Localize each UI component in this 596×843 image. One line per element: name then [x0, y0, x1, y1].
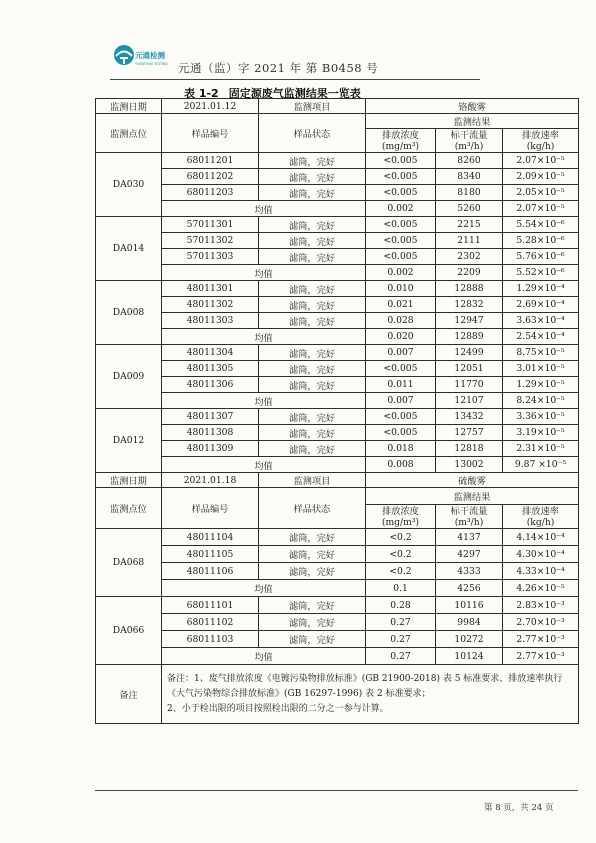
sample-id: 57011302 — [162, 233, 259, 249]
mean-label: 均值 — [162, 648, 366, 665]
sample-status: 滤筒，完好 — [259, 233, 366, 249]
sample-status: 滤筒，完好 — [259, 345, 366, 361]
standard-flow: 2215 — [436, 217, 503, 233]
remarks-section — [96, 665, 579, 724]
section-1 — [96, 99, 579, 153]
sample-status: 滤筒，完好 — [259, 377, 366, 393]
mean-concentration: 0.002 — [366, 201, 436, 217]
mean-concentration: 0.007 — [366, 393, 436, 409]
mean-flow: 12107 — [436, 393, 503, 409]
sample-id: 48011106 — [162, 563, 259, 580]
emission-rate: 2.31×10⁻⁵ — [503, 441, 579, 457]
sample-id: 57011303 — [162, 249, 259, 265]
sample-status: 滤筒，完好 — [259, 297, 366, 313]
flow-label: 标干流量 (m³/h) — [436, 505, 503, 529]
standard-flow: 11770 — [436, 377, 503, 393]
standard-flow: 8180 — [436, 185, 503, 201]
sample-status: 滤筒，完好 — [259, 313, 366, 329]
emission-rate: 4.33×10⁻⁴ — [503, 563, 579, 580]
standard-flow: 12947 — [436, 313, 503, 329]
table-row — [96, 529, 579, 546]
section-2 — [96, 473, 579, 529]
sample-id: 57011301 — [162, 217, 259, 233]
standard-flow: 8260 — [436, 153, 503, 169]
standard-flow: 2111 — [436, 233, 503, 249]
emission-concentration: 0.010 — [366, 281, 436, 297]
table-row — [96, 546, 579, 563]
date-value: 2021.01.18 — [162, 473, 259, 488]
item-value: 硫酸雾 — [366, 473, 579, 488]
mean-flow: 12889 — [436, 329, 503, 345]
table-row — [96, 409, 579, 425]
sample-status: 滤筒，完好 — [259, 217, 366, 233]
emission-rate: 8.75×10⁻⁵ — [503, 345, 579, 361]
mean-concentration: 0.1 — [366, 580, 436, 597]
company-logo — [112, 42, 170, 74]
conc-label: 排放浓度 (mg/m³) — [366, 129, 436, 153]
section-1-data — [96, 153, 579, 473]
sample-id: 48011303 — [162, 313, 259, 329]
mean-rate: 2.77×10⁻³ — [503, 648, 579, 665]
table-row — [96, 377, 579, 393]
emission-concentration: <0.005 — [366, 361, 436, 377]
mean-flow: 10124 — [436, 648, 503, 665]
emission-rate: 2.77×10⁻³ — [503, 631, 579, 648]
emission-rate: 3.19×10⁻⁵ — [503, 425, 579, 441]
table-row — [96, 233, 579, 249]
emission-rate: 4.30×10⁻⁴ — [503, 546, 579, 563]
table-row — [96, 249, 579, 265]
table-title-text: 固定源废气监测结果一览表 — [228, 87, 361, 100]
standard-flow: 2302 — [436, 249, 503, 265]
emission-rate: 1.29×10⁻⁵ — [503, 377, 579, 393]
table-row — [96, 169, 579, 185]
result-label: 监测结果 — [366, 114, 579, 129]
sample-status: 滤筒，完好 — [259, 185, 366, 201]
standard-flow: 12818 — [436, 441, 503, 457]
emission-concentration: <0.2 — [366, 546, 436, 563]
table-row — [96, 185, 579, 201]
sample-id: 68011202 — [162, 169, 259, 185]
mean-rate: 2.54×10⁻⁴ — [503, 329, 579, 345]
table-row — [96, 614, 579, 631]
table-row — [96, 313, 579, 329]
emission-concentration: <0.005 — [366, 153, 436, 169]
emission-rate: 3.01×10⁻⁵ — [503, 361, 579, 377]
table-number: 表 1-2 — [184, 87, 219, 100]
date-label: 监测日期 — [96, 473, 162, 488]
svg-text:YUANTONG TESTING: YUANTONG TESTING — [135, 62, 168, 66]
emission-rate: 5.76×10⁻⁶ — [503, 249, 579, 265]
item-label: 监测项目 — [259, 473, 366, 488]
mean-row — [96, 393, 579, 409]
emission-concentration: 0.27 — [366, 614, 436, 631]
mean-rate: 8.24×10⁻⁵ — [503, 393, 579, 409]
emission-rate: 2.09×10⁻⁵ — [503, 169, 579, 185]
header-divider — [110, 79, 480, 80]
standard-flow: 10272 — [436, 631, 503, 648]
mean-concentration: 0.020 — [366, 329, 436, 345]
emission-concentration: 0.011 — [366, 377, 436, 393]
standard-flow: 4137 — [436, 529, 503, 546]
sample-id: 48011301 — [162, 281, 259, 297]
emission-concentration: 0.007 — [366, 345, 436, 361]
monitoring-point: DA068 — [96, 529, 162, 597]
date-value: 2021.01.12 — [162, 99, 259, 114]
mean-concentration: 0.27 — [366, 648, 436, 665]
table-row — [96, 563, 579, 580]
emission-concentration: <0.005 — [366, 217, 436, 233]
sample-id: 68011201 — [162, 153, 259, 169]
table-row — [96, 153, 579, 169]
sample-status: 滤筒，完好 — [259, 361, 366, 377]
mean-flow: 2209 — [436, 265, 503, 281]
sample-id: 48011307 — [162, 409, 259, 425]
standard-flow: 12832 — [436, 297, 503, 313]
emission-concentration: <0.005 — [366, 233, 436, 249]
sample-status: 滤筒，完好 — [259, 614, 366, 631]
item-value: 铬酸雾 — [366, 99, 579, 114]
table-row — [96, 441, 579, 457]
table-row — [96, 281, 579, 297]
emission-rate: 2.70×10⁻³ — [503, 614, 579, 631]
standard-flow: 10116 — [436, 597, 503, 614]
page-number: 第 8 页，共 24 页 — [484, 803, 554, 813]
sample-status: 滤筒，完好 — [259, 409, 366, 425]
emission-rate: 2.83×10⁻³ — [503, 597, 579, 614]
emission-rate: 3.36×10⁻⁵ — [503, 409, 579, 425]
point-label: 监测点位 — [96, 114, 162, 153]
sample-status: 滤筒，完好 — [259, 441, 366, 457]
table-row — [96, 631, 579, 648]
report-number: 元通（监）字 2021 年 第 B0458 号 — [178, 61, 379, 75]
mean-row — [96, 265, 579, 281]
emission-rate: 5.54×10⁻⁶ — [503, 217, 579, 233]
monitoring-point: DA009 — [96, 345, 162, 409]
standard-flow: 12499 — [436, 345, 503, 361]
mean-flow: 4256 — [436, 580, 503, 597]
svg-text:元通检测: 元通检测 — [135, 51, 165, 60]
standard-flow: 12888 — [436, 281, 503, 297]
sample-id: 68011203 — [162, 185, 259, 201]
standard-flow: 8340 — [436, 169, 503, 185]
emission-rate: 5.28×10⁻⁶ — [503, 233, 579, 249]
sample-status-label: 样品状态 — [259, 114, 366, 153]
table-row — [96, 361, 579, 377]
remark-line-2: 2、小于检出限的项目按照检出限的二分之一参与计算。 — [167, 703, 389, 714]
emission-concentration: <0.2 — [366, 563, 436, 580]
date-label: 监测日期 — [96, 99, 162, 114]
emission-rate: 2.05×10⁻⁵ — [503, 185, 579, 201]
sample-id: 48011305 — [162, 361, 259, 377]
standard-flow: 13432 — [436, 409, 503, 425]
result-label: 监测结果 — [366, 488, 579, 505]
table-row — [96, 345, 579, 361]
mean-row — [96, 201, 579, 217]
emission-concentration: 0.018 — [366, 441, 436, 457]
sample-status: 滤筒，完好 — [259, 563, 366, 580]
sample-status-label: 样品状态 — [259, 488, 366, 529]
standard-flow: 4333 — [436, 563, 503, 580]
rate-label: 排放速率 (kg/h) — [503, 129, 579, 153]
point-label: 监测点位 — [96, 488, 162, 529]
standard-flow: 12757 — [436, 425, 503, 441]
remark-text — [162, 665, 579, 724]
sample-no-label: 样品编号 — [162, 114, 259, 153]
table-row — [96, 297, 579, 313]
emission-concentration: 0.028 — [366, 313, 436, 329]
mean-row — [96, 580, 579, 597]
sample-status: 滤筒，完好 — [259, 546, 366, 563]
emission-concentration: <0.005 — [366, 169, 436, 185]
mean-label: 均值 — [162, 580, 366, 597]
emission-concentration: <0.005 — [366, 249, 436, 265]
remark-line-1: 备注：1、废气排放浓度《电镀污染物排放标准》(GB 21900-2018) 表 5 标准要求、排放速率执行《大气污染物综合排放标准》(GB 16297-1996) 表 2 标准要求； — [167, 673, 563, 699]
conc-label: 排放浓度 (mg/m³) — [366, 505, 436, 529]
sample-id: 48011105 — [162, 546, 259, 563]
flow-label: 标干流量 (m³/h) — [436, 129, 503, 153]
emission-rate: 2.07×10⁻⁵ — [503, 153, 579, 169]
rate-label: 排放速率 (kg/h) — [503, 505, 579, 529]
sample-status: 滤筒，完好 — [259, 153, 366, 169]
mean-row — [96, 648, 579, 665]
sample-id: 48011309 — [162, 441, 259, 457]
mean-label: 均值 — [162, 329, 366, 345]
emission-rate: 2.69×10⁻⁴ — [503, 297, 579, 313]
emission-concentration: <0.2 — [366, 529, 436, 546]
sample-status: 滤筒，完好 — [259, 597, 366, 614]
sample-id: 48011306 — [162, 377, 259, 393]
footer-divider — [95, 790, 578, 791]
sample-id: 68011103 — [162, 631, 259, 648]
emission-concentration: <0.005 — [366, 425, 436, 441]
mean-flow: 13002 — [436, 457, 503, 473]
emission-concentration: 0.27 — [366, 631, 436, 648]
sample-status: 滤筒，完好 — [259, 281, 366, 297]
mean-rate: 2.07×10⁻⁵ — [503, 201, 579, 217]
sample-status: 滤筒，完好 — [259, 631, 366, 648]
section-2-data — [96, 529, 579, 665]
mean-label: 均值 — [162, 393, 366, 409]
remark-label: 备注 — [96, 665, 162, 724]
mean-label: 均值 — [162, 265, 366, 281]
sample-id: 68011101 — [162, 597, 259, 614]
sample-status: 滤筒，完好 — [259, 425, 366, 441]
monitoring-point: DA030 — [96, 153, 162, 217]
mean-flow: 5260 — [436, 201, 503, 217]
mean-rate: 4.26×10⁻⁵ — [503, 580, 579, 597]
sample-id: 68011102 — [162, 614, 259, 631]
emission-rate: 1.29×10⁻⁴ — [503, 281, 579, 297]
sample-status: 滤筒，完好 — [259, 529, 366, 546]
monitoring-point: DA008 — [96, 281, 162, 345]
sample-id: 48011304 — [162, 345, 259, 361]
emission-results-table — [95, 98, 579, 724]
emission-concentration: 0.28 — [366, 597, 436, 614]
mean-label: 均值 — [162, 201, 366, 217]
mean-label: 均值 — [162, 457, 366, 473]
sample-status: 滤筒，完好 — [259, 249, 366, 265]
sample-id: 48011104 — [162, 529, 259, 546]
mean-concentration: 0.002 — [366, 265, 436, 281]
sample-no-label: 样品编号 — [162, 488, 259, 529]
sample-id: 48011308 — [162, 425, 259, 441]
emission-rate: 3.63×10⁻⁴ — [503, 313, 579, 329]
table-row — [96, 217, 579, 233]
mean-concentration: 0.008 — [366, 457, 436, 473]
monitoring-point: DA012 — [96, 409, 162, 473]
standard-flow: 9984 — [436, 614, 503, 631]
monitoring-point: DA014 — [96, 217, 162, 281]
sample-id: 48011302 — [162, 297, 259, 313]
mean-row — [96, 457, 579, 473]
emission-concentration: 0.021 — [366, 297, 436, 313]
emission-concentration: <0.005 — [366, 185, 436, 201]
table-row — [96, 425, 579, 441]
table-row — [96, 597, 579, 614]
mean-row — [96, 329, 579, 345]
emission-rate: 4.14×10⁻⁴ — [503, 529, 579, 546]
standard-flow: 4297 — [436, 546, 503, 563]
mean-rate: 9.87 ×10⁻⁵ — [503, 457, 579, 473]
emission-concentration: <0.005 — [366, 409, 436, 425]
mean-rate: 5.52×10⁻⁶ — [503, 265, 579, 281]
monitoring-point: DA066 — [96, 597, 162, 665]
item-label: 监测项目 — [259, 99, 366, 114]
sample-status: 滤筒，完好 — [259, 169, 366, 185]
standard-flow: 12051 — [436, 361, 503, 377]
